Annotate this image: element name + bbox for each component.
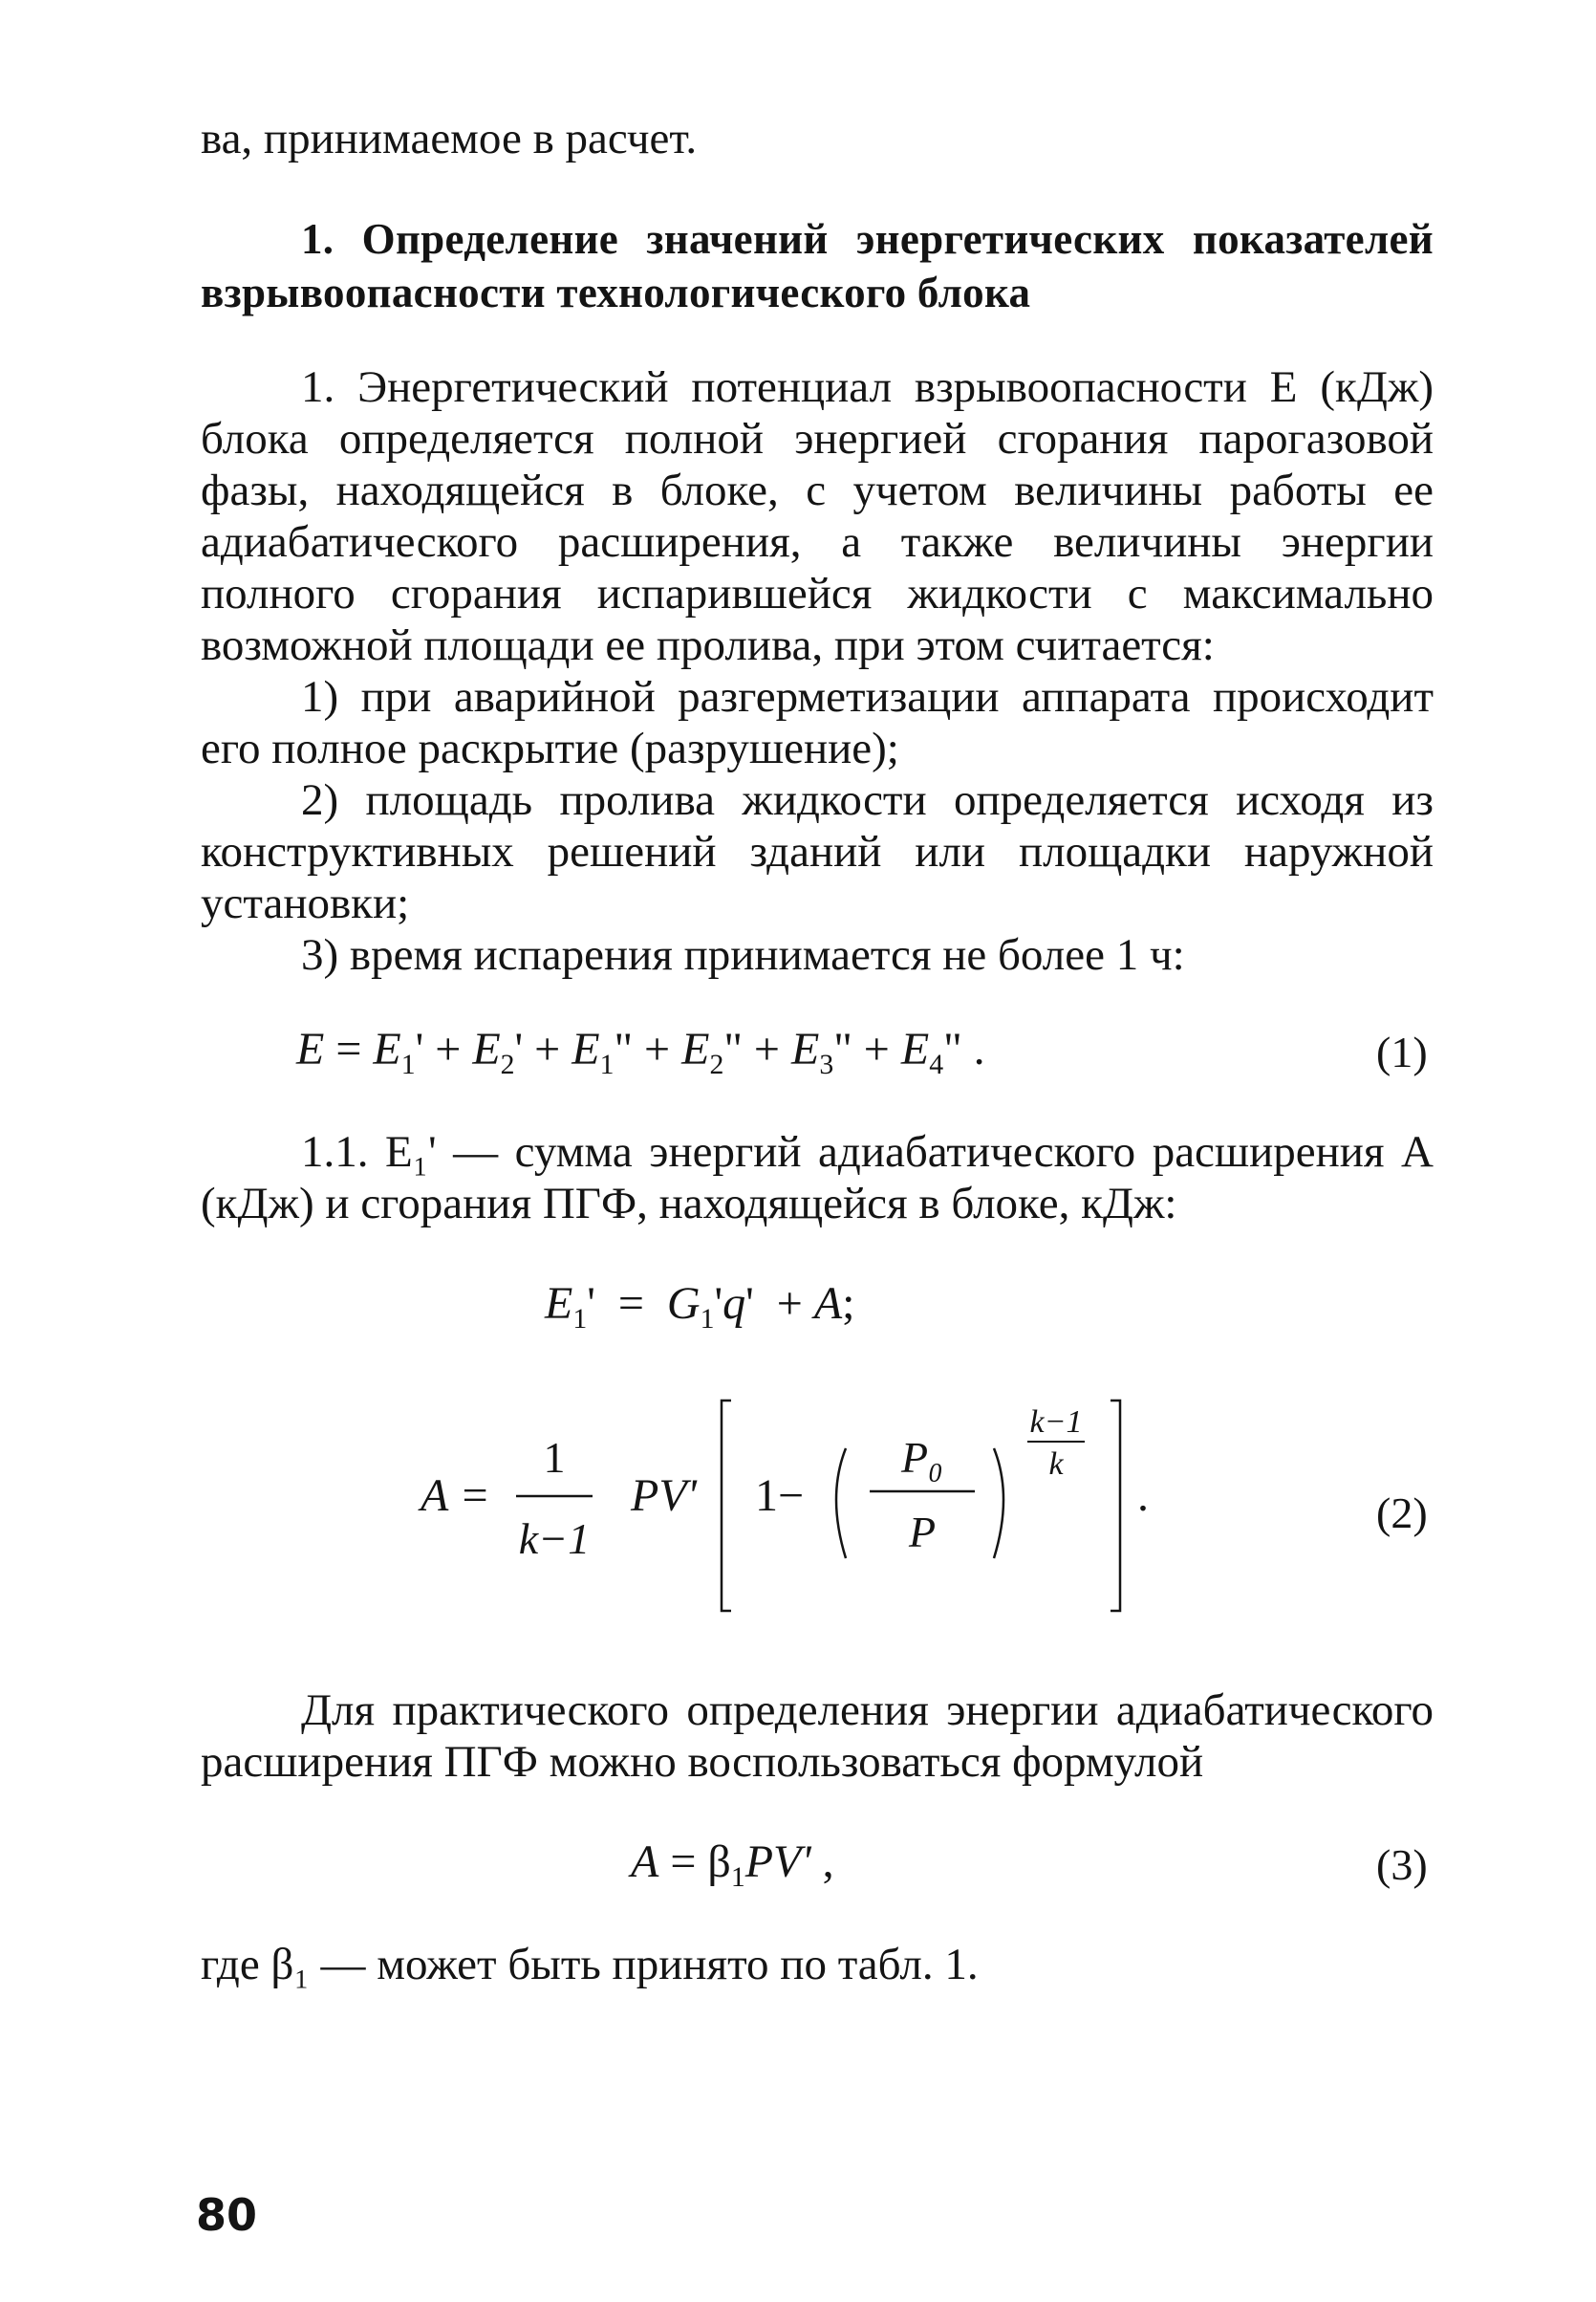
left-parenthesis	[836, 1448, 846, 1558]
equation-2-formula	[401, 1377, 1262, 1625]
left-square-bracket	[722, 1401, 731, 1611]
page-number: 80	[196, 2189, 258, 2241]
equation-e1: $E_1' = G_1'q' + A$;	[545, 1278, 855, 1335]
continuation-line: ва, принимаемое в расчет.	[201, 114, 698, 163]
list-item-3: 3) время испарения принимается не более 1 ч:	[301, 930, 1185, 980]
equation-2-number: (2)	[1376, 1488, 1428, 1537]
inner-denominator: P	[908, 1508, 937, 1556]
formula-end-period: .	[1137, 1470, 1149, 1521]
right-parenthesis	[994, 1448, 1003, 1558]
paragraph-e1-definition: 1.1. E₁' — сумма энергий адиабатического расширения A (кДж) и сгорания ПГФ, находящейся в блоке, кДж:	[201, 1127, 1434, 1228]
list-item-1: 1) при аварийной разгерметизации аппарата происходит его полное раскрытие (разрушение);	[201, 672, 1434, 773]
formula-lhs: A =	[421, 1470, 490, 1521]
exponent-denominator: k	[1048, 1446, 1064, 1482]
equation-3: $A = \beta_1PV'$ ,	[631, 1836, 834, 1893]
inner-numerator: P₀	[900, 1433, 944, 1482]
paragraph-energy-potential: 1. Энергетический потенциал взрывоопасности E (кДж) блока определяется полной энергией сгорания парогазовой фазы, находящейся в блоке, с учетом величины работы ее адиабатического расширения, а также величины энергии полного сгорания испарившейся жидкости с максимально возможной площади ее пролива, при этом считается:	[201, 362, 1434, 670]
paragraph-practical: Для практического определения энергии адиабатического расширения ПГФ можно воспользоваться формулой	[201, 1685, 1434, 1787]
equation-1-number: (1)	[1376, 1028, 1428, 1076]
section-heading: 1. Определение значений энергетических показателей взрывоопасности технологического блока	[201, 215, 1434, 316]
fraction-denominator: k−1	[518, 1514, 591, 1563]
right-square-bracket	[1111, 1401, 1120, 1611]
equation-3-number: (3)	[1376, 1840, 1428, 1889]
one-minus: 1−	[755, 1470, 805, 1521]
equation-1: $E = E_1' + E_2' + E_1$" + $E_2$" + $E_3$" + $E_4$" .	[296, 1024, 985, 1080]
paragraph-beta-note: где β₁ — может быть принято по табл. 1.	[201, 1940, 979, 1989]
fraction-numerator: 1	[543, 1433, 566, 1482]
list-item-2: 2) площадь пролива жидкости определяется исходя из конструктивных решений зданий или площадки наружной установки;	[201, 775, 1434, 928]
pv-term: PV'	[631, 1470, 697, 1521]
exponent-numerator: k−1	[1029, 1404, 1083, 1440]
